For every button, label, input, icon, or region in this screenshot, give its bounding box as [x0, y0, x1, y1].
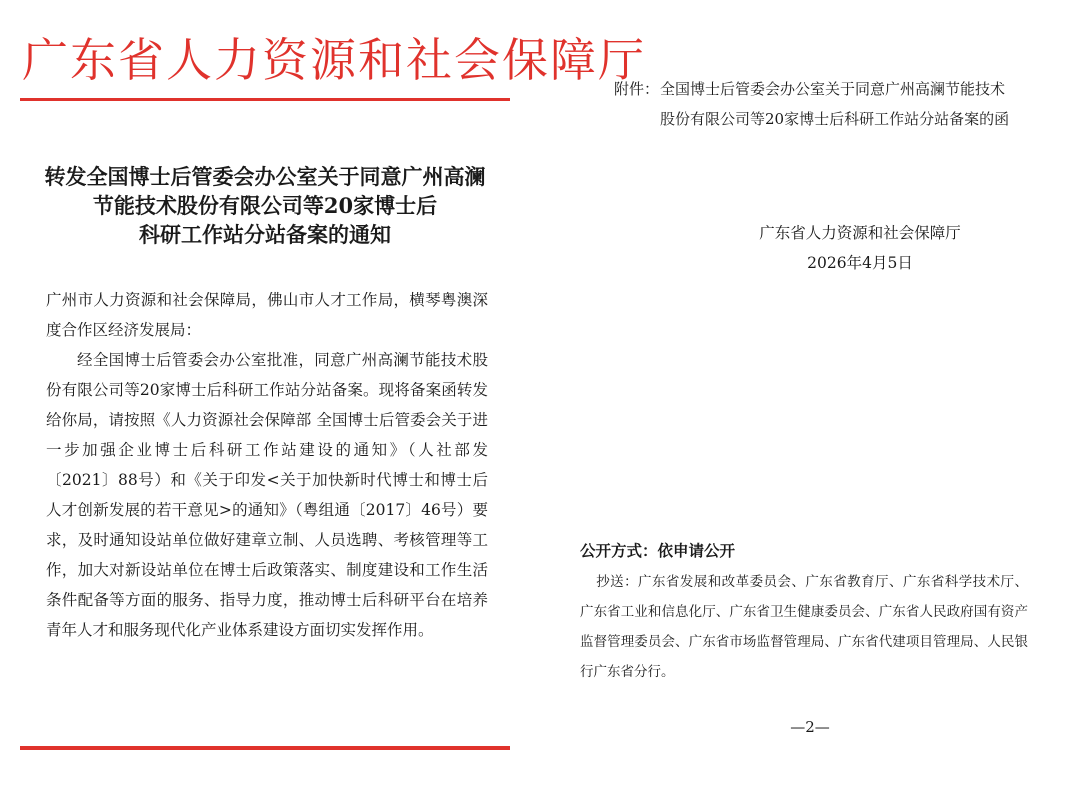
issuer-block — [750, 218, 970, 278]
disclosure-method: 公开方式：依申请公开 — [580, 542, 736, 560]
attachment-line-1: 全国博士后管委会办公室关于同意广州高澜节能技术 — [660, 80, 1006, 98]
issue-date: 2026年4月5日 — [807, 254, 913, 272]
title-line-1: 转发全国博士后管委会办公室关于同意广州高澜 — [44, 164, 486, 189]
document-body — [46, 285, 488, 645]
letterhead-red-rule — [20, 98, 510, 101]
attachment-line-2: 股份有限公司等20家博士后科研工作站分站备案的函 — [660, 110, 1010, 128]
cc-list: 抄送：广东省发展和改革委员会、广东省教育厅、广东省科学技术厅、广东省工业和信息化厅、广东省卫生健康委员会、广东省人民政府国有资产监督管理委员会、广东省市场监督管理局、广东省代建项目管理局、人民银行广东省分行。 — [580, 574, 1028, 680]
title-line-2: 节能技术股份有限公司等20家博士后 — [92, 193, 438, 218]
right-page — [540, 0, 1080, 798]
title-line-3: 科研工作站分站备案的通知 — [139, 222, 391, 247]
issuer-org: 广东省人力资源和社会保障厅 — [759, 224, 961, 242]
attachment-note — [614, 74, 1054, 134]
attachment-label: 附件： — [614, 80, 660, 98]
footer-red-rule — [20, 746, 510, 750]
org-letterhead: 广东省人力资源和社会保障厅 — [22, 33, 646, 87]
page-number: —2— — [790, 718, 830, 736]
body-paragraph: 经全国博士后管委会办公室批准，同意广州高澜节能技术股份有限公司等20家博士后科研工作站分站备案。现将备案函转发给你局，请按照《人力资源社会保障部 全国博士后管委会关于进一步加强企业博士后科研工作站建设的通知》（人社部发〔2021〕88号）和《关于印发<关于加快新时代博士和博士后人才创新发展的若干意见>的通知》（粤组通〔2017〕46号）要求，及时通知设站单位做好建章立制、人员选聘、考核管理等工作，加大对新设站单位在博士后政策落实、制度建设和工作生活条件配备等方面的服务、指导力度，推动博士后科研平台在培养青年人才和服务现代化产业体系建设方面切实发挥作用。 — [46, 351, 488, 639]
addressee: 广州市人力资源和社会保障局，佛山市人才工作局，横琴粤澳深度合作区经济发展局： — [46, 291, 488, 339]
document-title — [20, 162, 510, 249]
